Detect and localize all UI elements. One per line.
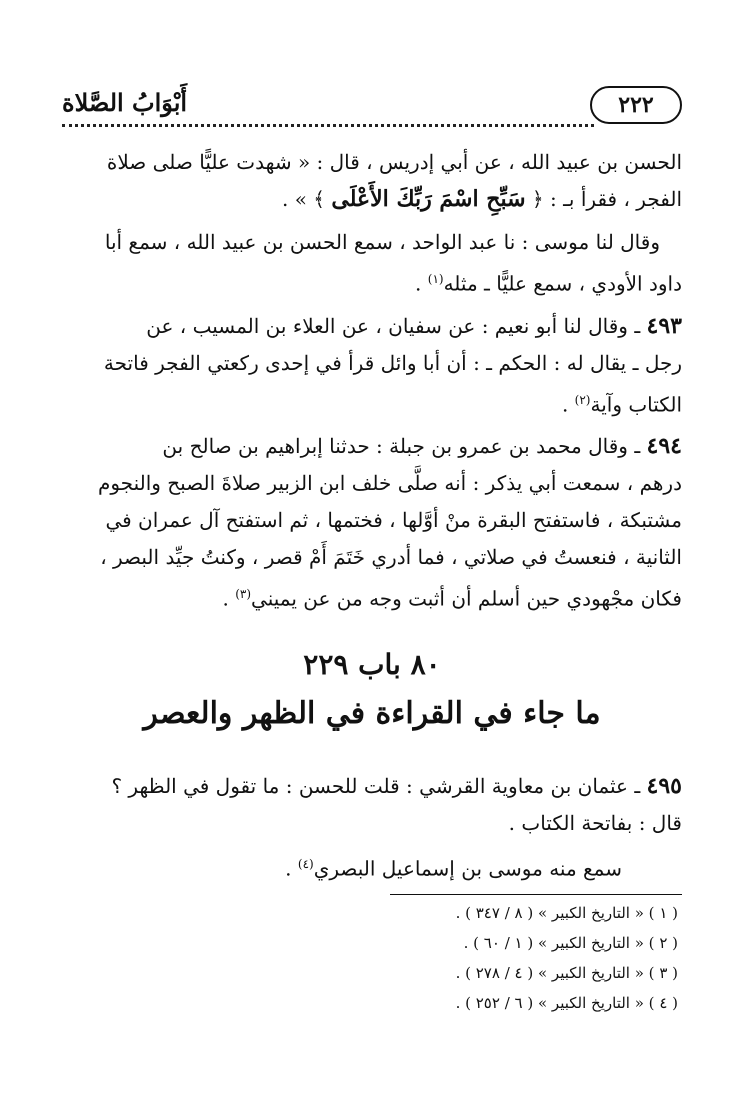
text-segment: .: [415, 271, 428, 296]
text-segment: ـ عثمان بن معاوية القرشي : قلت للحسن : ما تقول في الظهر ؟: [111, 774, 647, 798]
text-line: [62, 261, 682, 303]
footnote-2: ( ٢ ) « التاريخ الكبير » ( ١ / ٦٠ ) .: [463, 934, 678, 952]
text-line: [62, 846, 622, 888]
hadith-494: [62, 428, 682, 618]
text-line: الحسن بن عبيد الله ، عن أبي إدريس ، قال : « شهدت عليًّا صلى صلاة: [106, 150, 682, 174]
quran-quote: سَبِّحِ اسْمَ رَبِّكَ الأَعْلَى: [331, 186, 526, 212]
text-segment: .: [222, 586, 236, 611]
text-segment: سمع منه موسى بن إسماعيل البصري: [313, 856, 622, 881]
text-line: [62, 181, 682, 218]
hadith-number: ٤٩٥: [646, 773, 682, 799]
text-line: درهم ، سمعت أبي يذكر : أنه صلَّى خلف ابن الزبير صلاةَ الصبح والنجوم: [97, 471, 682, 495]
text-line: [62, 768, 682, 805]
hadith-number: ٤٩٣: [646, 313, 682, 339]
footnote-3: ( ٣ ) « التاريخ الكبير » ( ٤ / ٢٧٨ ) .: [455, 964, 678, 982]
text-line: [62, 576, 682, 618]
paragraph: [62, 144, 682, 218]
text-segment: ـ وقال محمد بن عمرو بن جبلة : حدثنا إبراهيم بن صالح بن: [162, 434, 647, 458]
footnote-ref[interactable]: (٤): [297, 857, 314, 871]
header-divider: [62, 124, 594, 127]
text-segment: داود الأودي ، سمع عليًّا ـ مثله: [443, 271, 682, 296]
text-segment: فكان مجْهودي حين أسلم أن أثبت وجه من عن يميني: [251, 586, 682, 611]
footnote-ref[interactable]: (٣): [235, 587, 252, 601]
text-line: الثانية ، فنعستُ في صلاتي ، فما أدري خَتَمَ أَمْ قصر ، وكنتُ جيِّد البصر ،: [100, 545, 682, 569]
chapter-title: ما جاء في القراءة في الظهر والعصر: [143, 696, 601, 731]
text-line: رجل ـ يقال له : الحكم ـ : أن أبا وائل قرأ في إحدى ركعتي الفجر فاتحة: [103, 351, 682, 375]
footnote-divider: [390, 894, 682, 895]
text-segment: الكتاب وآية: [590, 392, 682, 417]
chapter-number: ٨٠ باب ٢٢٩: [303, 648, 441, 681]
hadith-493: [62, 308, 682, 424]
footnote-4: ( ٤ ) « التاريخ الكبير » ( ٦ / ٢٥٢ ) .: [455, 994, 678, 1012]
footnote-ref[interactable]: (١): [427, 272, 444, 286]
text-segment: الفجر ، فقرأ بـ : ﴿: [531, 187, 682, 211]
page-header: [62, 82, 682, 128]
text-line: [62, 428, 682, 465]
text-line: [62, 308, 682, 345]
page-number: ٢٢٢: [590, 86, 682, 124]
hadith-495: [62, 768, 682, 842]
hadith-number: ٤٩٤: [646, 433, 682, 459]
text-segment: .: [285, 856, 298, 881]
footnote-1: ( ١ ) « التاريخ الكبير » ( ٨ / ٣٤٧ ) .: [455, 904, 678, 922]
text-segment: .: [561, 392, 575, 417]
text-segment: ﴾ » .: [282, 187, 326, 211]
paragraph: [62, 224, 682, 303]
text-line: وقال لنا موسى : نا عبد الواحد ، سمع الحسن بن عبيد الله ، سمع أبا: [104, 230, 660, 254]
running-title: أَبْوَابُ الصَّلاة: [62, 88, 188, 117]
footnote-ref[interactable]: (٢): [574, 393, 591, 407]
text-segment: ـ وقال لنا أبو نعيم : عن سفيان ، عن العلاء بن المسيب ، عن: [146, 314, 647, 338]
text-line: [62, 382, 682, 424]
text-line: قال : بفاتحة الكتاب .: [508, 811, 682, 835]
paragraph: [62, 846, 622, 888]
text-line: مشتبكة ، فاستفتح البقرة منْ أوَّلها ، فختمها ، ثم استفتح آل عمران في: [105, 508, 682, 532]
